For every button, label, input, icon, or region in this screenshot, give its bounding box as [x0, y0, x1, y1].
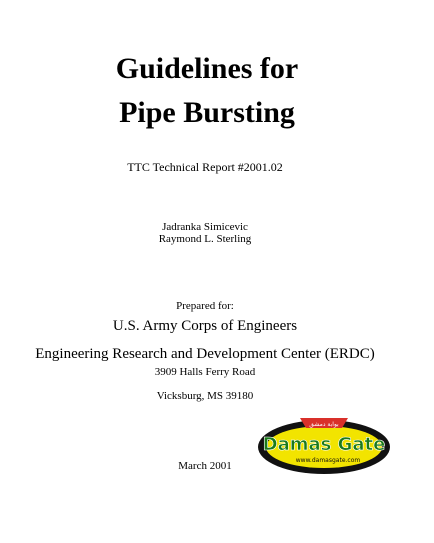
- logo-arabic-text: بوابة دمشق: [309, 421, 339, 428]
- title-line-1: Guidelines for: [115, 52, 299, 85]
- research-center-name: Engineering Research and Development Center (ERDC): [35, 346, 375, 362]
- author-1: Jadranka Simicevic: [162, 221, 248, 233]
- prepared-for-label: Prepared for:: [176, 300, 234, 312]
- address-line-1: 3909 Halls Ferry Road: [154, 366, 256, 378]
- organization-name: U.S. Army Corps of Engineers: [112, 318, 298, 334]
- report-number: TTC Technical Report #2001.02: [127, 160, 283, 174]
- logo-url-text: www.damasgate.com: [295, 457, 361, 464]
- address-line-2: Vicksburg, MS 39180: [156, 390, 254, 402]
- logo-brand-text: Damas Gate: [262, 434, 386, 455]
- damasgate-watermark-logo: [256, 410, 392, 476]
- publication-date: March 2001: [178, 460, 232, 472]
- title-line-2: Pipe Bursting: [119, 96, 295, 129]
- author-2: Raymond L. Sterling: [158, 233, 252, 245]
